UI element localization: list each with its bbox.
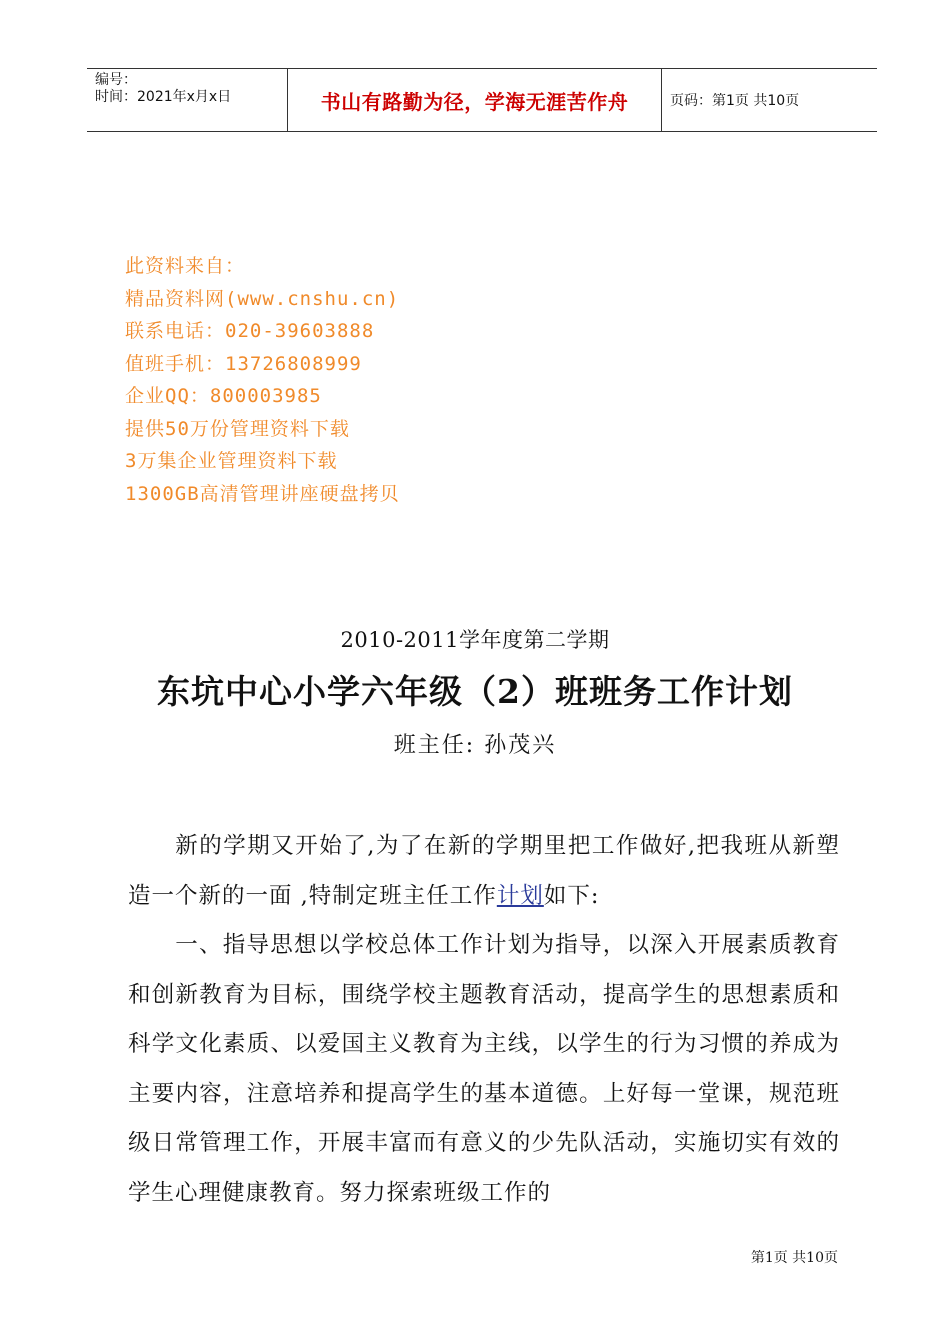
ad-block — [125, 250, 400, 510]
document-number-label: 编号： — [95, 72, 137, 88]
ad-line: 此资料来自： — [125, 255, 246, 277]
ad-line: 联系电话：020-39603888 — [125, 320, 375, 342]
document-title: 东坑中心小学六年级（2）班班务工作计划 — [157, 672, 793, 711]
header-motto: 书山有路勤为径，学海无涯苦作舟 — [288, 69, 662, 131]
document-body — [128, 822, 840, 1218]
page-header — [87, 68, 877, 132]
paragraph-intro-end: 如下: — [543, 882, 600, 909]
ad-line: 企业QQ：800003985 — [125, 385, 322, 407]
ad-line: 1300GB高清管理讲座硬盘拷贝 — [125, 482, 400, 505]
paragraph-intro — [128, 822, 840, 921]
paragraph-guiding-ideology: 一、指导思想以学校总体工作计划为指导，以深入开展素质教育和创新教育为目标，围绕学校主题教育活动，提高学生的思想素质和科学文化素质、以爱国主义教育为主线，以学生的行为习惯的养成为主要内容，注意培养和提高学生的基本道德。上好每一堂课，规范班级日常管理工作，开展丰富而有意义的少先队活动，实施切实有效的学生心理健康教育。努力探索班级工作的 — [128, 932, 840, 1206]
document-teacher: 班主任: 孙茂兴 — [393, 733, 557, 758]
document-subtitle: 2010-2011学年度第二学期 — [340, 628, 610, 652]
ad-line: 值班手机：13726808999 — [125, 352, 362, 375]
ad-line: 精品资料网(www.cnshu.cn) — [125, 287, 400, 310]
document-time-label: 时间：2021年x月x日 — [95, 89, 232, 105]
ad-line: 提供50万份管理资料下载 — [125, 417, 350, 440]
ad-line: 3万集企业管理资料下载 — [125, 450, 338, 472]
page-footer: 第1页 共10页 — [750, 1250, 838, 1266]
header-meta — [87, 69, 288, 131]
plan-link[interactable]: 计划 — [496, 882, 544, 909]
header-page-info: 页码：第1页 共10页 — [670, 93, 800, 109]
paragraph-intro-text: 新的学期又开始了,为了在新的学期里把工作做好,把我班从新塑造一个新的一面 ,特制定班主任工作 — [128, 833, 840, 909]
